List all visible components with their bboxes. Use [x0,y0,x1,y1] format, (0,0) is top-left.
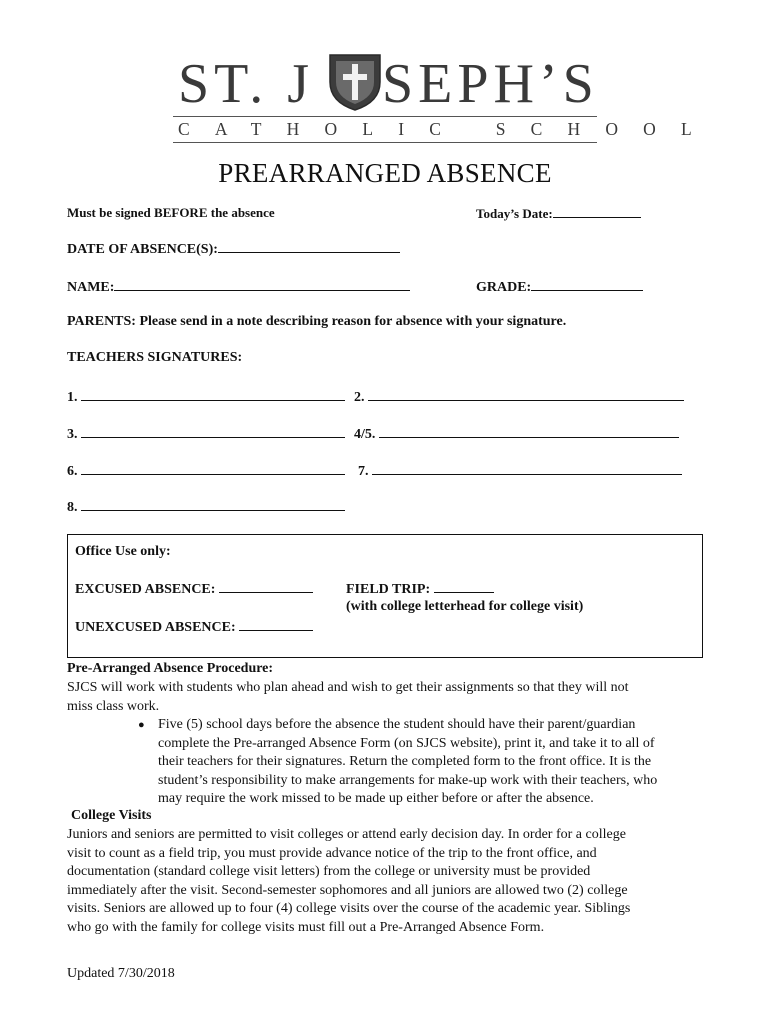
signature-number: 3. [67,427,78,442]
text-line: documentation (standard college visit letters) from the college or university must be provided [67,864,591,880]
todays-date-label: Today’s Date: [476,206,553,221]
text-line: Five (5) school days before the absence the student should have their parent/guardian [158,717,636,732]
date-of-absence-label: DATE OF ABSENCE(S): [67,242,218,257]
logo-text-left: ST. J [178,53,314,115]
college-visits-text [67,826,703,938]
updated-date: Updated 7/30/2018 [67,966,175,981]
text-line: immediately after the visit. Second-semester sophomores and all juniors are allowed two (2) college [67,882,628,898]
text-line: miss class work. [67,698,160,714]
unexcused-absence-field[interactable] [75,618,313,636]
signature-line-8[interactable] [67,498,345,516]
signature-number: 6. [67,464,78,479]
text-line: student’s responsibility to make arrangements for make-up work with their teachers, who [158,772,658,788]
signature-blank[interactable] [81,498,345,511]
signature-line-1[interactable] [67,388,345,406]
text-line: Juniors and seniors are permitted to visit colleges or attend early decision day. In order for a college [67,827,626,842]
signature-line-4-5[interactable] [354,425,679,443]
excused-absence-blank[interactable] [219,580,313,593]
name-blank[interactable] [114,278,410,291]
procedure-intro [67,679,703,716]
signature-blank[interactable] [81,425,345,438]
school-logo [160,50,717,150]
parents-note: PARENTS: Please send in a note describing reason for absence with your signature. [67,314,567,329]
todays-date-blank[interactable] [553,205,641,218]
signature-number: 2. [354,390,365,405]
field-trip-note: (with college letterhead for college visit) [346,599,584,614]
signature-number: 7. [358,464,369,479]
signature-line-2[interactable] [354,388,684,406]
text-line: visit to count as a field trip, you must provide advance notice of the trip to the front office, and [67,845,597,861]
text-line: may require the work missed to be made up either before or after the absence. [158,791,594,807]
signature-line-3[interactable] [67,425,345,443]
name-label: NAME: [67,280,115,295]
procedure-bullet [158,716,703,809]
unexcused-absence-label: UNEXCUSED ABSENCE: [75,620,236,635]
signature-line-7[interactable] [358,462,682,480]
text-line: SJCS will work with students who plan ahead and wish to get their assignments so that they will not [67,680,629,695]
signature-blank[interactable] [379,425,679,438]
text-line: who go with the family for college visits must fill out a Pre-Arranged Absence Form. [67,919,545,935]
logo-rule-bottom [173,142,597,143]
college-visits-heading: College Visits [71,808,152,823]
logo-rule-top [173,116,597,117]
date-of-absence-blank[interactable] [218,240,400,253]
signature-blank[interactable] [81,388,345,401]
grade-field[interactable] [476,278,643,296]
name-field[interactable] [67,278,410,296]
date-of-absence-field[interactable] [67,240,400,258]
shield-cross-icon [326,52,384,112]
signature-blank[interactable] [368,388,684,401]
must-sign-note: Must be signed BEFORE the absence [67,205,275,220]
logo-subtitle: CATHOLIC SCHOOL [178,119,717,139]
office-use-heading: Office Use only: [75,544,171,559]
field-trip-field[interactable] [346,580,494,598]
procedure-heading: Pre-Arranged Absence Procedure: [67,661,274,676]
grade-label: GRADE: [476,280,532,295]
grade-blank[interactable] [531,278,643,291]
signature-blank[interactable] [81,462,345,475]
todays-date-field[interactable] [476,205,641,222]
signature-number: 1. [67,390,78,405]
text-line: complete the Pre-arranged Absence Form (on SJCS website), print it, and take it to all of [158,735,655,751]
signature-number: 8. [67,500,78,515]
bullet-icon: ● [138,719,145,731]
text-line: their teachers for their signatures. Return the completed form to the front office. It is the [158,754,652,770]
field-trip-label: FIELD TRIP: [346,582,431,597]
page-title: PREARRANGED ABSENCE [218,158,552,188]
teachers-signatures-label: TEACHERS SIGNATURES: [67,350,243,365]
signature-line-6[interactable] [67,462,345,480]
excused-absence-label: EXCUSED ABSENCE: [75,582,216,597]
signature-number: 4/5. [354,427,376,442]
text-line: visits. Seniors are allowed up to four (4) college visits over the course of the academic year. Siblings [67,901,631,917]
signature-blank[interactable] [372,462,682,475]
unexcused-absence-blank[interactable] [239,618,313,631]
field-trip-blank[interactable] [434,580,494,593]
excused-absence-field[interactable] [75,580,313,598]
logo-text-right: SEPH’S [382,53,599,115]
